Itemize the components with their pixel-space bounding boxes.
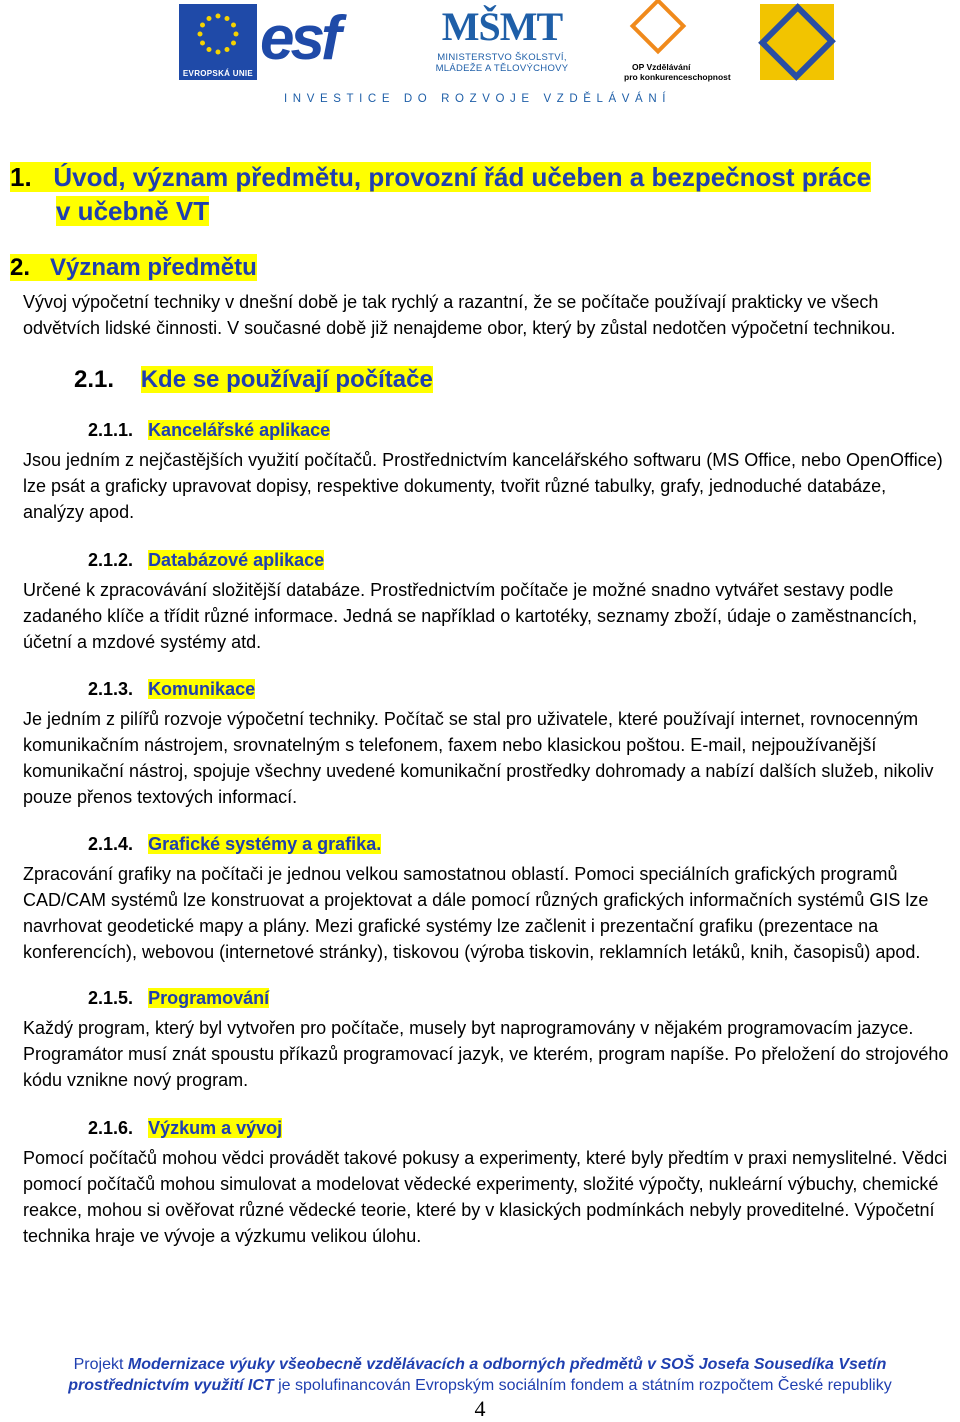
op-logo — [618, 4, 738, 82]
section-line: Určené k zpracovávání složitější databáze. Prostřednictvím počítače je možné snadno vytvářet sestavy podle — [23, 580, 894, 600]
heading-1 — [10, 162, 871, 193]
footer-line-1 — [0, 1356, 960, 1374]
section-heading — [88, 1118, 282, 1139]
section-heading — [88, 988, 269, 1009]
section-line: komunikačním nástrojem, srovnatelným s telefonem, faxem nebo klasickou poštou. E-mail, nejpoužívanější — [23, 735, 877, 755]
section-number: 2.1.5. — [88, 988, 134, 1008]
section-line: lze psát a graficky upravovat dopisy, respektive dokumenty, tvořit různé tabulky, grafy, jednoduché databáze, — [23, 476, 887, 496]
intro-line-2: odvětvích lidské činnosti. V současné době již nenajdeme obor, který by zůstal nedotčen výpočetní technikou. — [23, 318, 896, 338]
msmt-mark: MŠMT — [441, 4, 563, 49]
heading-1-cont — [56, 196, 209, 227]
section-line: zadaného klíče a třídit různé informace. Jedná se například o kartotéky, seznamy zboží, údaje o zaměstnancích, — [23, 606, 918, 626]
heading-2 — [10, 254, 257, 282]
section-title: Programování — [148, 988, 270, 1008]
footer-project-name: Modernizace výuky všeobecně vzdělávacích a odborných předmětů v SOŠ Josefa Sousedíka Vsetín — [127, 1356, 887, 1373]
heading-1-number: 1. — [10, 162, 32, 192]
section-heading — [88, 834, 381, 855]
knot-icon — [758, 3, 836, 81]
section-number: 2.1.1. — [88, 420, 134, 440]
section-number: 2.1.4. — [88, 834, 134, 854]
footer-text: Projekt — [73, 1356, 128, 1373]
section-line: komunikační nástroj, spojuje všechny uvedené komunikační prostředky dohromady a nabízí dalších služeb, nikoliv — [23, 761, 934, 781]
section-heading — [88, 420, 330, 441]
section-line: technika hraje ve vývoje a výzkumu velikou úlohu. — [23, 1226, 422, 1246]
tagline: INVESTICE DO ROZVOJE VZDĚLÁVÁNÍ — [284, 93, 672, 105]
eu-stars-icon — [179, 4, 257, 64]
footer-text: je spolufinancován Evropským sociálním fondem a státním rozpočtem České republiky — [273, 1377, 892, 1394]
knot-logo — [760, 4, 834, 80]
esf-logo — [260, 4, 384, 80]
section-line: Je jedním z pilířů rozvoje výpočetní techniky. Počítač se stal pro uživatele, které používají internet, rovnocenným — [23, 709, 919, 729]
heading-2-text: Význam předmětu — [50, 254, 257, 281]
section-title: Komunikace — [148, 679, 256, 699]
heading-2-1-number: 2.1. — [74, 366, 115, 393]
section-number: 2.1.6. — [88, 1118, 134, 1138]
page-number: 4 — [474, 1396, 486, 1421]
msmt-logo — [412, 2, 592, 82]
section-line: Zpracování grafiky na počítači je jednou velkou samostatnou oblastí. Pomoci speciálních grafických programů — [23, 864, 898, 884]
msmt-line-2: MLÁDEŽE A TĚLOVÝCHOVY — [435, 63, 569, 74]
section-title: Databázové aplikace — [148, 550, 325, 570]
section-line: analýzy apod. — [23, 502, 135, 522]
section-line: Programátor musí znát spoustu příkazů programovací jazyk, ve kterém, program napíše. Po přeložení do strojového — [23, 1044, 949, 1064]
heading-2-1 — [74, 366, 433, 394]
heading-1-line-2: v učebně VT — [56, 196, 210, 226]
footer-line-2 — [0, 1377, 960, 1395]
section-line: kódu vznikne nový program. — [23, 1070, 249, 1090]
heading-2-1-text: Kde se používají počítače — [140, 366, 433, 393]
section-title: Výzkum a vývoj — [148, 1118, 283, 1138]
section-line: pomocí počítačů mohou simulovat a modelovat vědecké experimenty, složité výpočty, nukleární výbuchy, chemické — [23, 1174, 939, 1194]
eu-logo — [179, 4, 257, 80]
msmt-line-1: MINISTERSTVO ŠKOLSTVÍ, — [437, 52, 567, 63]
section-line: reakce, mohou si ověřovat různé vědecké teorie, které by v klasických podmínkách nebyly proveditelné. Výpočetní — [23, 1200, 935, 1220]
intro-line-1: Vývoj výpočetní techniky v dnešní době je tak rychlý a razantní, že se počítače používají prakticky ve všech — [23, 292, 879, 312]
section-line: konferencích), webovou (internetové stránky), tiskovou (výroba tiskovin, reklamních letáků, knih, časopisů) apod. — [23, 942, 921, 962]
section-line: navrhovat geodetické mapy a plány. Mezi grafické systémy lze začlenit i prezentační grafiku (prezentace na — [23, 916, 879, 936]
section-line: CAD/CAM systémů lze konstruovat a projektovat a dále pomocí různých grafických informačních systémů GIS lze — [23, 890, 929, 910]
section-line: pouze přenos textových informací. — [23, 787, 298, 807]
footer-ict: prostřednictvím využití ICT — [68, 1377, 274, 1394]
op-square-icon — [630, 0, 687, 54]
op-line-2: pro konkurenceschopnost — [624, 72, 731, 82]
eu-label: EVROPSKÁ UNIE — [182, 69, 254, 78]
section-line: Každý program, který byl vytvořen pro počítače, musely byt naprogramovány v nějakém programovacím jazyce. — [23, 1018, 914, 1038]
section-number: 2.1.2. — [88, 550, 134, 570]
section-title: Kancelářské aplikace — [148, 420, 331, 440]
section-title: Grafické systémy a grafika. — [148, 834, 382, 854]
section-heading — [88, 679, 255, 700]
section-line: Jsou jedním z nejčastějších využití počítačů. Prostřednictvím kancelářského softwaru (MS Office, nebo OpenOffice) — [23, 450, 943, 470]
op-line-1: OP Vzdělávání — [632, 62, 691, 72]
section-line: účetní a mzdové systémy atd. — [23, 632, 262, 652]
heading-1-line-1: Úvod, význam předmětu, provozní řád učeben a bezpečnost práce — [53, 162, 872, 192]
header-logos — [0, 0, 960, 110]
esf-label: esf — [260, 4, 338, 73]
section-line: Pomocí počítačů mohou vědci provádět takové pokusy a experimenty, které byly předtím v praxi nemyslitelné. Vědci — [23, 1148, 948, 1168]
section-number: 2.1.3. — [88, 679, 134, 699]
heading-2-number: 2. — [10, 254, 31, 281]
section-heading — [88, 550, 324, 571]
